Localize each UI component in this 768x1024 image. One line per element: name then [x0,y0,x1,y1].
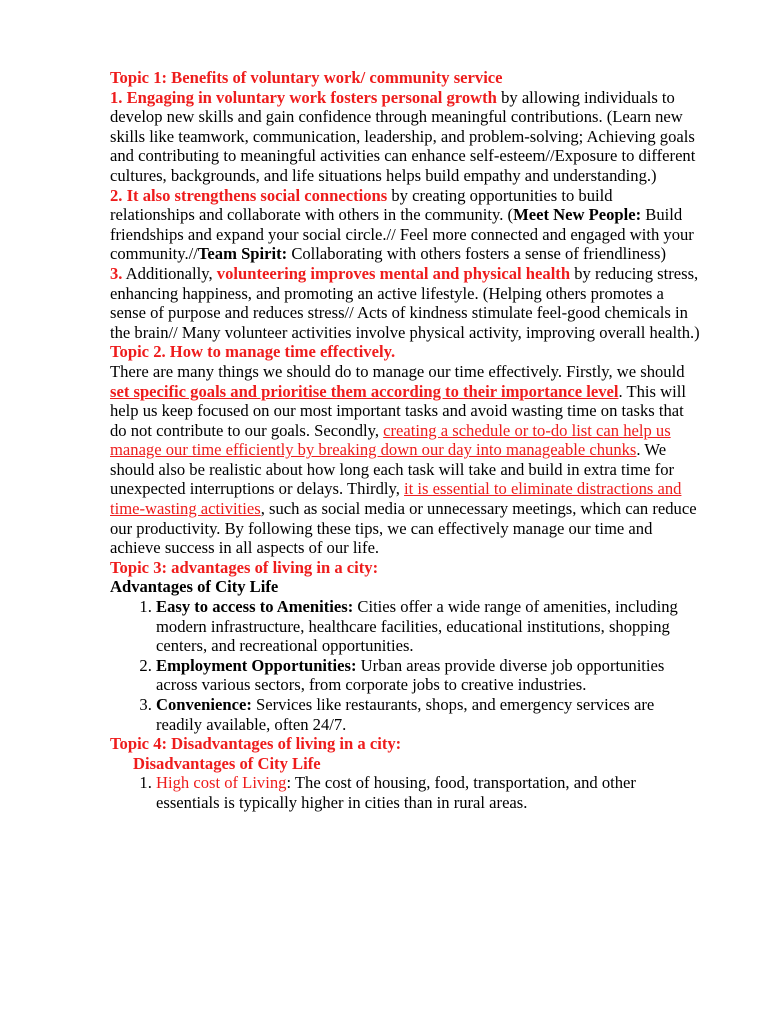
list-item-text: Urban areas provide diverse job opportunities across various sectors, from corporate jobs to creative industries. [156,655,665,695]
list-item-label: Easy to access to Amenities: [156,597,354,617]
list-item [156,656,700,695]
list-item [156,773,700,812]
topic4-heading: Topic 4: Disadvantages of living in a city: [110,734,402,754]
list-item-text: : The cost of housing, food, transportation, and other essentials is typically higher in cities than in rural areas. [156,773,636,812]
topic2-text-1: There are many things we should do to manage our time effectively. Firstly, we should [110,361,685,381]
topic1-point1-lead: 1. Engaging in voluntary work fosters personal growth [110,87,497,107]
topic1-paragraph-2 [110,186,700,264]
topic1-point2-bold-b: Team Spirit: [197,244,288,264]
topic1-point3-lead: volunteering improves mental and physical health [216,263,571,283]
topic2-heading: Topic 2. How to manage time effectively. [110,342,396,362]
topic4-subheading: Disadvantages of City Life [133,753,321,773]
topic2-highlight-1: set specific goals and prioritise them according to their importance level [110,381,619,401]
topic1-point2-lead: 2. It also strengthens social connections [110,185,388,205]
list-item [156,695,700,734]
topic1-point3-pre: Additionally, [122,263,217,283]
topic1-point2-text-c: Collaborating with others fosters a sense of friendliness) [287,244,666,264]
topic2-highlight-2: creating a schedule or to-do list can help us manage our time efficiently by breaking down our day into manageable chunks [110,420,671,460]
topic1-paragraph-3 [110,264,700,342]
topic1-paragraph-1 [110,88,700,186]
topic1-point3-number: 3. [110,263,123,283]
topic1-point1-text: by allowing individuals to develop new skills and gain confidence through meaningful contributions. (Learn new skills like teamwork, communication, leadership, and problem-solving; Achieving goals and contributing to meaningful activities can enhance self-esteem//Exposure to different cultures, backgrounds, and life situations helps build empathy and understanding.) [110,87,696,185]
list-item [156,597,700,656]
topic2-paragraph [110,362,700,558]
topic2-text-2: . This will help us keep focused on our most important tasks and avoid wasting time on tasks that do not contribute to our goals. Secondly, [110,381,686,440]
topic1-point2-text-a: by creating opportunities to build relationships and collaborate with others in the community. ( [110,185,613,225]
list-item-label: High cost of Living [156,773,287,793]
topic3-list [110,597,700,734]
list-item-text: Cities offer a wide range of amenities, including modern infrastructure, healthcare facilities, educational institutions, shopping centers, and recreational opportunities. [156,597,678,656]
topic4-list [110,773,700,812]
topic3-subheading: Advantages of City Life [110,577,279,597]
topic1-point3-text: by reducing stress, enhancing happiness, and promoting an active lifestyle. (Helping others promotes a sense of purpose and reduces stress// Acts of kindness stimulate feel-good chemicals in the brain// Many volunteer activities involve physical activity, improving overall health.) [110,263,700,342]
list-item-text: Services like restaurants, shops, and emergency services are readily available, often 24/7. [156,695,655,734]
topic2-text-3: . We should also be realistic about how long each task will take and build in extra time for unexpected interruptions or delays. Thirdly, [110,440,675,499]
topic2-highlight-3: it is essential to eliminate distractions and time-wasting activities [110,479,682,519]
topic1-heading: Topic 1: Benefits of voluntary work/ community service [110,68,503,87]
topic1-point2-bold-a: Meet New People: [513,205,642,225]
topic2-text-4: , such as social media or unnecessary meetings, which can reduce our productivity. By following these tips, we can effectively manage our time and achieve success in all aspects of our life. [110,499,697,558]
topic1-point2-text-b: Build friendships and expand your social circle.// Feel more connected and engaged with your community.// [110,205,694,264]
list-item-label: Employment Opportunities: [156,655,357,675]
document-page [110,68,700,813]
topic3-heading: Topic 3: advantages of living in a city: [110,557,379,577]
list-item-label: Convenience: [156,695,252,714]
